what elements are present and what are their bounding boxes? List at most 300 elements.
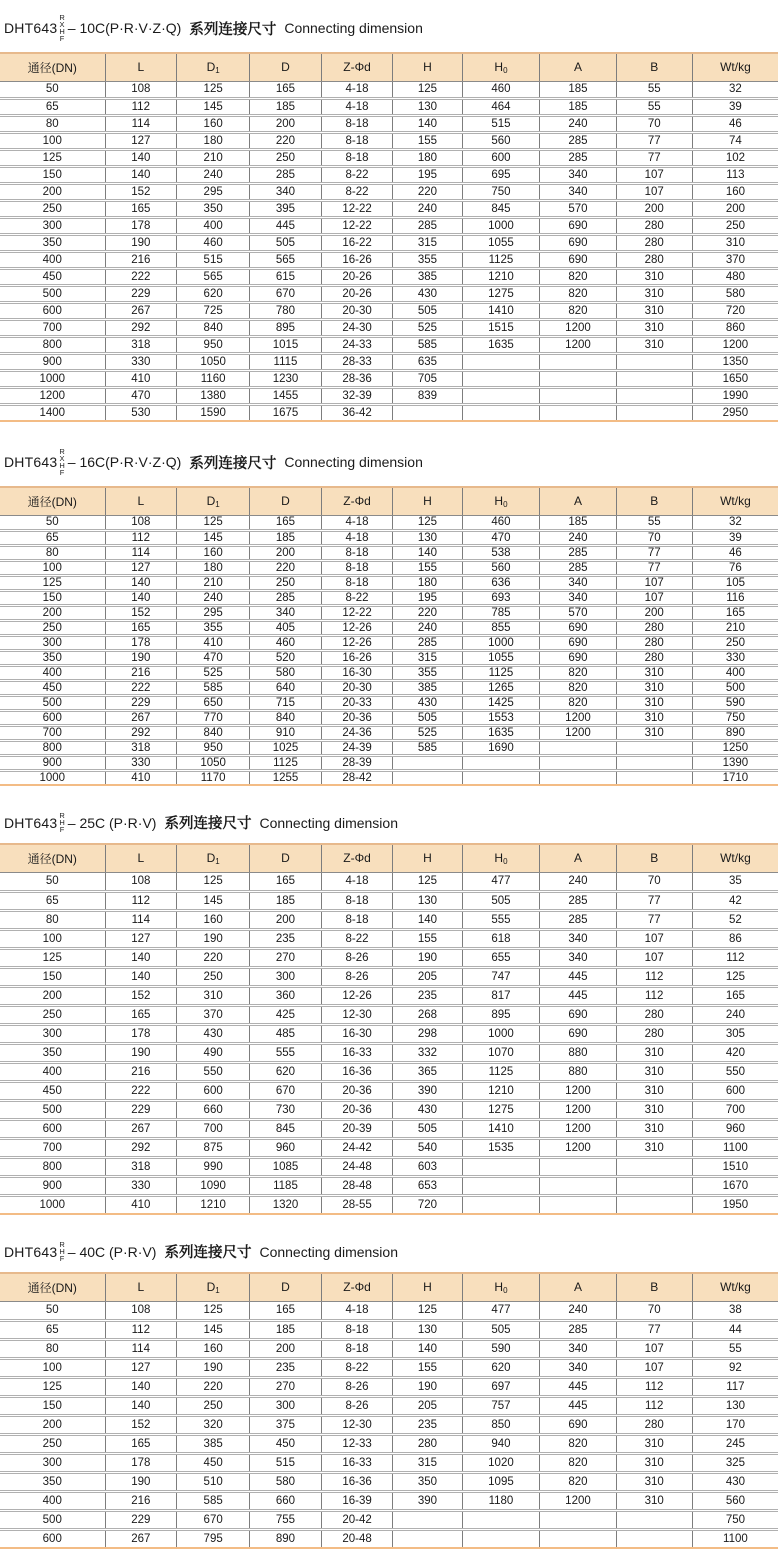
table-cell: 298 (393, 1024, 462, 1043)
table-cell: 1085 (250, 1157, 322, 1176)
table-cell: 165 (105, 620, 177, 635)
table-cell: 1400 (0, 404, 105, 421)
table-cell: 152 (105, 986, 177, 1005)
column-header: H (393, 53, 462, 81)
dimension-table-section (0, 14, 778, 422)
table-cell: 580 (692, 285, 778, 302)
table-cell: 112 (616, 986, 692, 1005)
column-header: B (616, 1273, 692, 1301)
table-cell: 670 (177, 1510, 250, 1529)
table-cell: 500 (692, 680, 778, 695)
table-cell (540, 1195, 616, 1214)
table-cell: 28-39 (321, 755, 393, 770)
table-cell: 285 (540, 560, 616, 575)
model-code: DHT643 (4, 814, 58, 831)
table-row (0, 404, 778, 421)
table-cell: 12-22 (321, 217, 393, 234)
table-row (0, 1043, 778, 1062)
table-cell: 20-36 (321, 710, 393, 725)
table-cell: 1020 (462, 1453, 540, 1472)
table-cell: 216 (105, 1491, 177, 1510)
table-cell: 820 (540, 302, 616, 319)
table-cell: 310 (616, 665, 692, 680)
table-cell: 747 (462, 967, 540, 986)
table-cell: 340 (250, 605, 322, 620)
table-cell: 145 (177, 530, 250, 545)
table-cell: 1200 (540, 1138, 616, 1157)
table-cell: 20-26 (321, 268, 393, 285)
column-header: $D_1$ (177, 844, 250, 872)
table-cell: 55 (616, 81, 692, 98)
table-cell: 757 (462, 1396, 540, 1415)
title-english: Connecting dimension (284, 454, 423, 470)
table-cell: 820 (540, 680, 616, 695)
table-cell: 700 (0, 319, 105, 336)
table-cell: 505 (462, 891, 540, 910)
table-cell: 420 (692, 1043, 778, 1062)
table-cell: 330 (105, 353, 177, 370)
table-row (0, 115, 778, 132)
table-cell: 140 (105, 166, 177, 183)
table-cell: 12-26 (321, 986, 393, 1005)
table-cell: 895 (250, 319, 322, 336)
table-cell: 1125 (462, 1062, 540, 1081)
table-cell (616, 740, 692, 755)
table-cell: 16-22 (321, 234, 393, 251)
table-cell: 750 (462, 183, 540, 200)
table-cell: 730 (250, 1100, 322, 1119)
table-cell: 817 (462, 986, 540, 1005)
table-cell: 445 (540, 1396, 616, 1415)
table-cell: 36-42 (321, 404, 393, 421)
table-cell: 4-18 (321, 1301, 393, 1320)
column-header: L (105, 844, 177, 872)
table-cell (616, 1529, 692, 1548)
table-cell: 8-26 (321, 1396, 393, 1415)
table-cell: 618 (462, 929, 540, 948)
table-header (0, 844, 778, 872)
table-cell: 112 (105, 98, 177, 115)
table-cell (540, 1510, 616, 1529)
table-cell: 127 (105, 929, 177, 948)
table-cell: 100 (0, 1358, 105, 1377)
table-cell: 855 (462, 620, 540, 635)
table-cell: 318 (105, 740, 177, 755)
table-row (0, 545, 778, 560)
table-row (0, 1415, 778, 1434)
table-cell: 285 (393, 217, 462, 234)
table-cell: 152 (105, 1415, 177, 1434)
table-row (0, 967, 778, 986)
table-cell: 1000 (0, 770, 105, 785)
column-header: L (105, 1273, 177, 1301)
table-cell: 50 (0, 515, 105, 530)
table-cell: 315 (393, 650, 462, 665)
table-cell: 820 (540, 665, 616, 680)
table-cell: 125 (0, 948, 105, 967)
table-row (0, 680, 778, 695)
table-cell: 195 (393, 590, 462, 605)
table-cell: 125 (393, 872, 462, 891)
table-cell: 330 (692, 650, 778, 665)
table-cell: 1675 (250, 404, 322, 421)
table-body (0, 81, 778, 421)
table-cell: 430 (177, 1024, 250, 1043)
table-cell: 653 (393, 1176, 462, 1195)
table-cell: 155 (393, 1358, 462, 1377)
table-cell: 1390 (692, 755, 778, 770)
table-cell: 445 (540, 1377, 616, 1396)
table-cell: 600 (462, 149, 540, 166)
table-cell: 505 (462, 1320, 540, 1339)
table-cell: 464 (462, 98, 540, 115)
table-cell: 800 (0, 740, 105, 755)
column-header: L (105, 53, 177, 81)
table-cell: 690 (540, 1005, 616, 1024)
table-cell: 77 (616, 149, 692, 166)
table-body (0, 1301, 778, 1548)
table-cell: 1200 (540, 319, 616, 336)
table-cell: 570 (540, 605, 616, 620)
table-cell: 1990 (692, 387, 778, 404)
table-cell: 250 (0, 200, 105, 217)
table-cell: 1255 (250, 770, 322, 785)
table-cell: 210 (177, 149, 250, 166)
table-row (0, 1176, 778, 1195)
table-cell: 12-33 (321, 1434, 393, 1453)
table-cell: 55 (616, 98, 692, 115)
table-row (0, 665, 778, 680)
table-cell: 24-48 (321, 1157, 393, 1176)
table-cell: 222 (105, 1081, 177, 1100)
table-row (0, 650, 778, 665)
dimensions-table (0, 486, 778, 786)
dimensions-table (0, 1272, 778, 1549)
table-row (0, 910, 778, 929)
table-cell: 690 (540, 635, 616, 650)
table-row (0, 1339, 778, 1358)
table-cell: 229 (105, 695, 177, 710)
table-row (0, 1320, 778, 1339)
table-cell: 140 (105, 967, 177, 986)
table-cell: 310 (616, 1434, 692, 1453)
table-cell: 715 (250, 695, 322, 710)
table-cell: 1000 (462, 635, 540, 650)
table-cell: 285 (540, 910, 616, 929)
table-cell: 140 (393, 545, 462, 560)
table-cell: 145 (177, 891, 250, 910)
table-cell: 4-18 (321, 98, 393, 115)
table-row (0, 1081, 778, 1100)
table-cell (462, 387, 540, 404)
table-cell: 8-22 (321, 590, 393, 605)
table-cell: 200 (616, 200, 692, 217)
table-cell: 410 (105, 1195, 177, 1214)
table-cell: 310 (616, 1062, 692, 1081)
table-cell: 220 (393, 605, 462, 620)
table-cell: 300 (0, 635, 105, 650)
table-cell: 330 (105, 1176, 177, 1195)
table-cell: 130 (393, 98, 462, 115)
column-header: Wt/kg (692, 1273, 778, 1301)
column-header: $D_1$ (177, 53, 250, 81)
table-cell: 940 (462, 1434, 540, 1453)
table-cell (393, 404, 462, 421)
table-cell: 127 (105, 1358, 177, 1377)
table-cell: 8-22 (321, 183, 393, 200)
dimension-table-section (0, 812, 778, 1215)
table-cell: 635 (393, 353, 462, 370)
table-cell: 235 (393, 1415, 462, 1434)
table-cell: 375 (250, 1415, 322, 1434)
table-cell: 400 (0, 1062, 105, 1081)
valve-type-letter: R (59, 13, 65, 22)
valve-type-letter: R (59, 811, 65, 820)
table-row (0, 251, 778, 268)
table-cell: 200 (0, 1415, 105, 1434)
title-english: Connecting dimension (259, 814, 398, 831)
table-title (0, 14, 778, 42)
table-cell: 240 (540, 872, 616, 891)
table-cell: 477 (462, 1301, 540, 1320)
table-cell: 1950 (692, 1195, 778, 1214)
table-cell: 430 (393, 285, 462, 302)
table-cell: 102 (692, 149, 778, 166)
valve-type-letter-stack (59, 812, 64, 833)
column-header: B (616, 53, 692, 81)
pressure-class-spec: – 25C (P·R·V) (67, 814, 157, 831)
table-cell: 24-42 (321, 1138, 393, 1157)
table-cell: 4-18 (321, 530, 393, 545)
table-cell (616, 1510, 692, 1529)
table-cell: 895 (462, 1005, 540, 1024)
table-cell: 220 (177, 948, 250, 967)
table-cell: 1200 (540, 1119, 616, 1138)
table-cell: 8-18 (321, 545, 393, 560)
table-cell: 20-30 (321, 680, 393, 695)
table-cell: 152 (105, 183, 177, 200)
table-cell: 1690 (462, 740, 540, 755)
column-header: D (250, 53, 322, 81)
table-cell: 470 (177, 650, 250, 665)
table-cell: 285 (540, 891, 616, 910)
table-cell: 795 (177, 1529, 250, 1548)
table-cell: 2950 (692, 404, 778, 421)
column-header: B (616, 487, 692, 515)
table-cell: 310 (616, 710, 692, 725)
table-cell: 690 (540, 620, 616, 635)
table-cell: 505 (393, 710, 462, 725)
table-cell: 620 (250, 1062, 322, 1081)
table-cell: 1200 (0, 387, 105, 404)
table-cell: 108 (105, 872, 177, 891)
table-cell: 310 (616, 1119, 692, 1138)
table-cell: 28-36 (321, 370, 393, 387)
table-cell: 850 (462, 1415, 540, 1434)
table-cell: 240 (177, 166, 250, 183)
table-cell: 160 (177, 115, 250, 132)
table-cell (540, 740, 616, 755)
table-cell: 693 (462, 590, 540, 605)
table-row (0, 1100, 778, 1119)
table-cell: 300 (0, 1024, 105, 1043)
table-cell (616, 370, 692, 387)
table-cell: 700 (0, 725, 105, 740)
valve-type-letter-stack (59, 14, 64, 42)
table-cell: 570 (540, 200, 616, 217)
table-cell: 670 (250, 1081, 322, 1100)
table-cell: 267 (105, 1529, 177, 1548)
table-cell: 70 (616, 1301, 692, 1320)
table-row (0, 1529, 778, 1548)
column-header: A (540, 844, 616, 872)
table-cell: 1410 (462, 1119, 540, 1138)
table-cell: 485 (250, 1024, 322, 1043)
table-cell: 800 (0, 336, 105, 353)
table-cell: 50 (0, 81, 105, 98)
table-cell: 950 (177, 336, 250, 353)
table-cell: 20-33 (321, 695, 393, 710)
table-cell: 112 (105, 1320, 177, 1339)
table-cell: 505 (250, 234, 322, 251)
table-cell: 310 (616, 302, 692, 319)
table-title (0, 448, 778, 476)
table-cell: 460 (462, 81, 540, 98)
table-cell: 430 (393, 695, 462, 710)
table-cell: 65 (0, 891, 105, 910)
table-cell: 1100 (692, 1529, 778, 1548)
table-cell: 210 (177, 575, 250, 590)
table-cell: 77 (616, 132, 692, 149)
table-row (0, 1510, 778, 1529)
table-cell: 240 (393, 200, 462, 217)
table-cell: 50 (0, 872, 105, 891)
column-header: 通径(DN) (0, 844, 105, 872)
table-cell: 600 (0, 1529, 105, 1548)
table-cell (540, 404, 616, 421)
table-cell (540, 370, 616, 387)
table-cell: 1125 (462, 665, 540, 680)
table-cell: 210 (692, 620, 778, 635)
column-header: $D_1$ (177, 1273, 250, 1301)
table-cell: 310 (616, 695, 692, 710)
table-cell: 140 (105, 948, 177, 967)
table-cell: 65 (0, 530, 105, 545)
table-cell: 165 (692, 605, 778, 620)
table-cell: 560 (692, 1491, 778, 1510)
column-header: Z-Φd (321, 487, 393, 515)
table-cell: 340 (540, 948, 616, 967)
table-cell: 216 (105, 1062, 177, 1081)
table-cell: 690 (540, 251, 616, 268)
table-cell: 112 (692, 948, 778, 967)
table-row (0, 929, 778, 948)
table-cell: 100 (0, 560, 105, 575)
table-cell: 245 (692, 1434, 778, 1453)
table-cell: 350 (393, 1472, 462, 1491)
table-row (0, 948, 778, 967)
table-cell: 500 (0, 1100, 105, 1119)
table-cell: 310 (616, 1081, 692, 1100)
valve-type-letter: F (59, 468, 65, 477)
table-cell: 1125 (462, 251, 540, 268)
table-cell: 267 (105, 1119, 177, 1138)
table-cell: 125 (177, 515, 250, 530)
table-cell: 750 (692, 710, 778, 725)
table-title (0, 812, 778, 833)
table-cell: 178 (105, 217, 177, 234)
table-cell: 235 (250, 1358, 322, 1377)
table-cell: 16-36 (321, 1472, 393, 1491)
table-cell: 107 (616, 166, 692, 183)
table-cell: 292 (105, 319, 177, 336)
valve-type-letter: H (59, 818, 65, 827)
table-cell: 77 (616, 560, 692, 575)
valve-type-letter: X (59, 454, 65, 463)
table-cell: 77 (616, 910, 692, 929)
table-cell: 1535 (462, 1138, 540, 1157)
table-cell: 695 (462, 166, 540, 183)
table-cell: 114 (105, 545, 177, 560)
column-header: H (393, 487, 462, 515)
valve-type-letter-stack (59, 448, 64, 476)
table-cell: 525 (393, 725, 462, 740)
table-cell: 910 (250, 725, 322, 740)
table-cell: 700 (177, 1119, 250, 1138)
table-cell: 565 (250, 251, 322, 268)
table-cell: 280 (616, 1005, 692, 1024)
table-cell: 690 (540, 650, 616, 665)
table-cell: 8-26 (321, 948, 393, 967)
table-cell: 165 (250, 1301, 322, 1320)
valve-type-letter: R (59, 1240, 65, 1249)
valve-type-letter: X (59, 20, 65, 29)
table-cell: 410 (105, 770, 177, 785)
table-cell: 1070 (462, 1043, 540, 1062)
column-header: Z-Φd (321, 1273, 393, 1301)
table-cell: 250 (250, 575, 322, 590)
table-cell: 8-18 (321, 910, 393, 929)
table-cell: 8-22 (321, 929, 393, 948)
table-cell: 250 (177, 967, 250, 986)
table-cell: 28-42 (321, 770, 393, 785)
table-cell: 24-36 (321, 725, 393, 740)
table-cell: 410 (105, 370, 177, 387)
table-cell: 600 (0, 710, 105, 725)
column-header: 通径(DN) (0, 1273, 105, 1301)
table-cell: 270 (250, 1377, 322, 1396)
column-header: A (540, 487, 616, 515)
table-cell: 200 (0, 605, 105, 620)
table-cell: 20-39 (321, 1119, 393, 1138)
table-row (0, 1119, 778, 1138)
table-cell: 100 (0, 929, 105, 948)
column-header: A (540, 53, 616, 81)
table-row (0, 1377, 778, 1396)
table-cell: 16-33 (321, 1453, 393, 1472)
table-cell: 250 (0, 1434, 105, 1453)
table-cell: 195 (393, 166, 462, 183)
column-header: H (393, 844, 462, 872)
table-cell: 370 (177, 1005, 250, 1024)
table-cell: 8-18 (321, 575, 393, 590)
table-cell: 140 (105, 149, 177, 166)
table-cell: 1210 (462, 1081, 540, 1100)
table-cell: 950 (177, 740, 250, 755)
table-cell: 127 (105, 132, 177, 149)
table-cell: 12-30 (321, 1005, 393, 1024)
table-cell: 229 (105, 285, 177, 302)
